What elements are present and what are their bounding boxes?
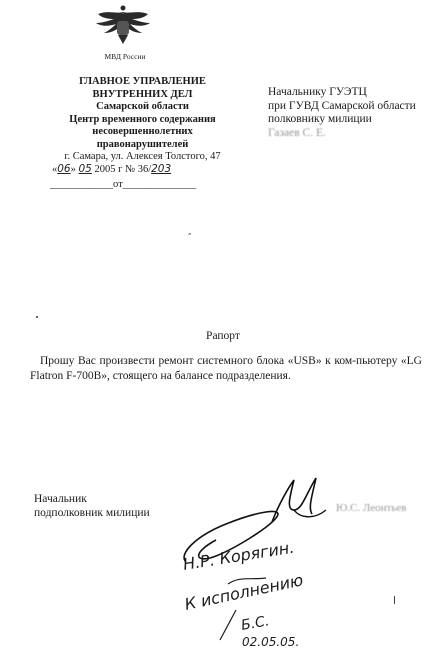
signer-name: Ю.С. Леонтьев	[336, 502, 407, 514]
signer-position-line: подполковник милиции	[34, 507, 150, 519]
outgoing-date-number	[52, 163, 171, 175]
number-label: № 36/	[125, 164, 152, 175]
signer-position	[34, 492, 150, 520]
org-line: правонарушителей	[96, 138, 189, 150]
date-month: 05	[78, 163, 92, 175]
org-line: несовершеннолетних	[92, 126, 193, 137]
body-paragraph: Прошу Вас произвести ремонт системного блока «USB» к ком-пьютеру «LG Flatron F-700B», стоящего на балансе подразделения.	[30, 355, 422, 382]
stray-mark: ״	[188, 230, 192, 240]
date-day: 06	[57, 163, 71, 175]
resolution-line-1: Н.Р. Корягин.	[181, 537, 296, 574]
signer-position-line: Начальник	[34, 493, 87, 505]
org-line: Самарской области	[96, 101, 189, 112]
stray-dot	[36, 316, 38, 318]
agency-label: МВД России	[104, 52, 146, 61]
from-line: ____________от______________	[50, 179, 197, 190]
addressee-line: при ГУВД Самарской области	[268, 99, 416, 112]
mvd-emblem-icon	[86, 4, 160, 50]
resolution-initials: Б.С.	[239, 613, 271, 634]
resolution-date: 02.05.05.	[242, 635, 300, 649]
addressee-line: Начальнику ГУЭТЦ	[268, 86, 367, 98]
document-body	[30, 354, 422, 384]
date-year: 2005 г	[94, 164, 123, 175]
org-line: ГЛАВНОЕ УПРАВЛЕНИЕ	[79, 76, 206, 87]
org-line: Центр временного содержания	[69, 113, 216, 125]
organization-block	[40, 76, 245, 164]
org-address: г. Самара, ул. Алексея Толстого, 47	[64, 151, 221, 162]
date-open-quote: «	[52, 164, 58, 175]
document-title: Рапорт	[206, 330, 240, 342]
org-line: ВНУТРЕННИХ ДЕЛ	[92, 88, 193, 100]
handwritten-resolution	[180, 537, 340, 655]
addressee-line: полковнику милиции	[268, 113, 372, 125]
stray-mark	[394, 596, 395, 604]
resolution-line-2: К исполнению	[182, 570, 305, 614]
addressee-block	[268, 86, 416, 140]
outgoing-number: 203	[151, 163, 172, 175]
addressee-name: Газаев С. Е.	[268, 126, 326, 139]
date-close-quote: »	[70, 164, 76, 175]
